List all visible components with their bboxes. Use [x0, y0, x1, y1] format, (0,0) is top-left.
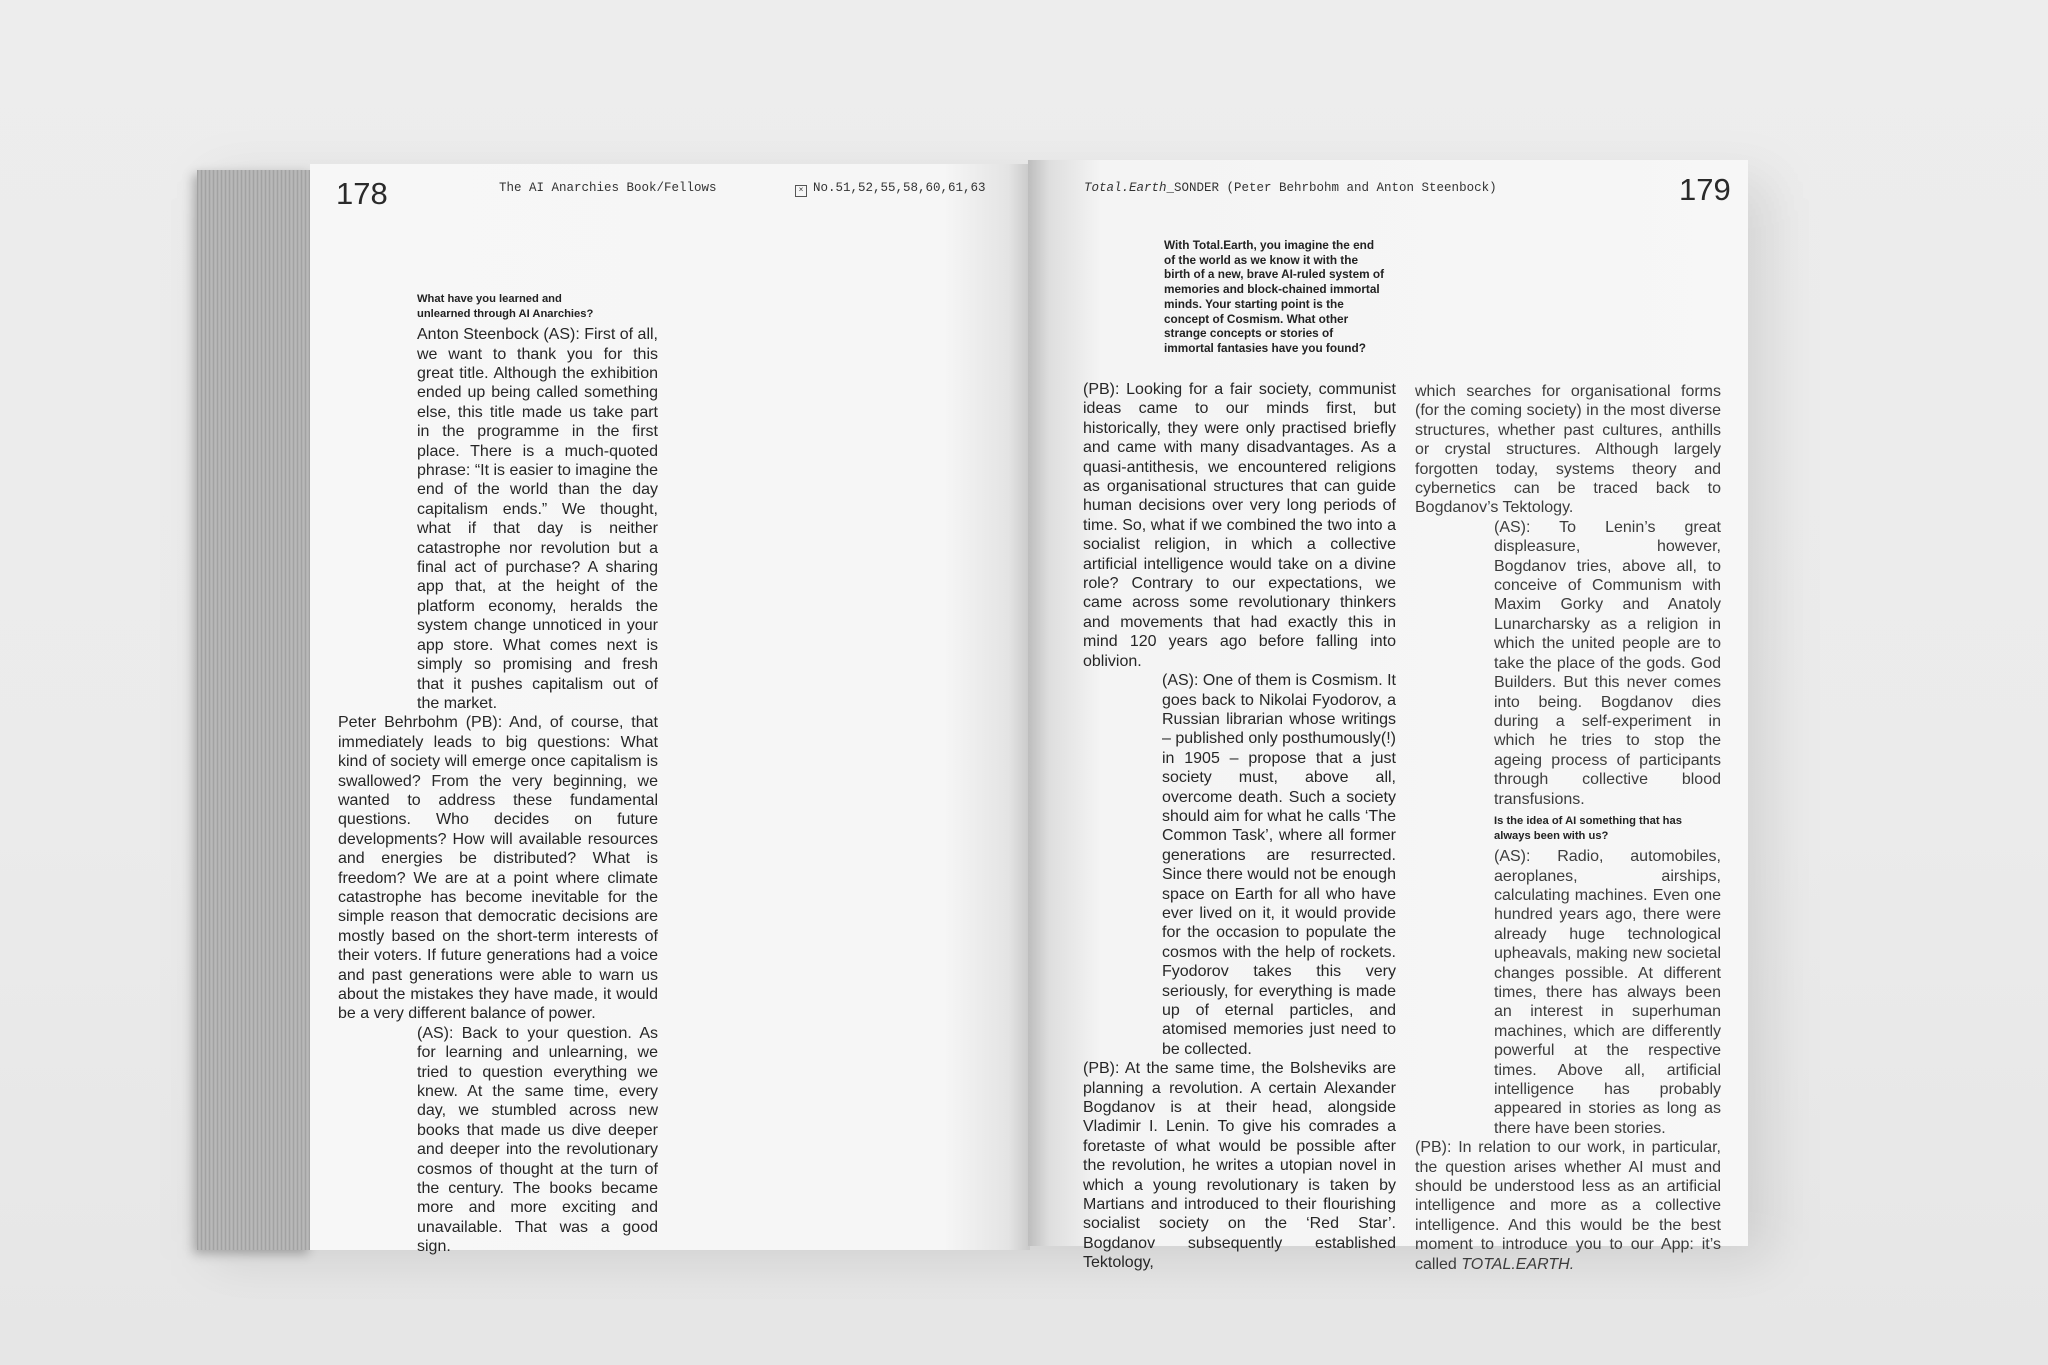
right-page — [1028, 160, 1748, 1273]
paragraph: which searches for organisational forms (for the coming society) in the most diverse structures, whether past cultures, anthills or crystal structures. Although largely forgotten today, systems theory and cybernetics can be traced back to Bogdanov’s Tektology. — [1415, 383, 1721, 517]
paragraph: (PB): At the same time, the Bolsheviks are planning a revolution. A certain Alexander Bogdanov is at their head, alongside Vladimir I. Lenin. To give his comrades a foretaste of what would be possible after the revolution, he writes a utopian novel in which a young revolutionary is taken by Martians and introduced to their flourishing socialist society on the ‘Red Star’. Bogdanov subsequently established Tektology, — [1083, 1060, 1396, 1272]
paragraph: Peter Behrbohm (PB): And, of course, that immediately leads to big questions: What kind of society will emerge once capitalism is swallowed? From the very beginning, we wanted to address these fundamental questions. Who decides on future developments? How will available resources and energies be distributed? What is freedom? We are at a point where climate catastrophe has become inevitable for the simple reason that democratic decisions are mostly based on the short-term interests of their voters. If future generations had a voice and past generations were able to warn us about the mistakes they have made, it would be a very different balance of power. — [338, 714, 658, 1023]
left-column — [338, 292, 658, 1257]
paragraph: Anton Steenbock (AS): First of all, we want to thank you for this great title. Although the exhibition ended up being called something else, this title made us take part in the programme in the first place. There is a much-quoted phrase: “It is easier to imagine the end of the world than the day capitalism ends.” We thought, what if that day is neither catastrophe nor revolution but a final act of purchase? A sharing app that, at the height of the platform economy, heralds the system change unnoticed in your app store. What comes next is simply so promising and fresh that it pushes capitalism out of the market. — [417, 326, 659, 712]
running-head — [1084, 181, 1497, 195]
right-column-2 — [1415, 382, 1721, 1274]
paragraph: (AS): One of them is Cosmism. It goes back to Nikolai Fyodorov, a Russian librarian whose writings – published only posthumously(!) in 1905 – propose that a just society must, above all, overcome death. Such a society should aim for what he calls ‘The Common Task’, where all former generations are resurrected. Since there would not be enough space on Earth for all who have ever lived on it, it would provide for the occasion to populate the cosmos with the help of rockets. Fyodorov takes this very seriously, for everything is made up of eternal particles, and atomised memories just need to be collected. — [1162, 672, 1396, 1058]
running-head-rest: _SONDER (Peter Behrbohm and Anton Steenbock) — [1166, 181, 1497, 195]
left-page — [310, 164, 1030, 1256]
box-x-icon: × — [795, 185, 807, 197]
intro-question: With Total.Earth, you imagine the end of the world as we know it with the birth of a new, brave AI-ruled system of memories and block-chained immortal minds. Your starting point is the concept of Cosmism. What other strange concepts or stories of immortal fantasies have you found? — [1164, 238, 1385, 355]
cross-reference — [795, 181, 986, 196]
paragraph-text: (PB): In relation to our work, in particular, the question arises whether AI must and should be understood less as an artificial intelligence and more as a collective intelligence. And this would be the best moment to introduce you to our App: it’s called — [1415, 1139, 1721, 1273]
cross-reference-numbers: No.51,52,55,58,60,61,63 — [813, 181, 986, 195]
running-head: The AI Anarchies Book/Fellows — [499, 181, 717, 195]
page-number: 179 — [1679, 172, 1731, 207]
right-column-1 — [1083, 380, 1396, 1273]
question-heading: Is the idea of AI something that has always been with us? — [1494, 814, 1682, 842]
question-heading: What have you learned and unlearned through AI Anarchies? — [417, 293, 594, 320]
page-number: 178 — [336, 176, 388, 211]
paragraph: (AS): Back to your question. As for learning and unlearning, we tried to question everything we knew. At the same time, every day, we stumbled across new books that made us dive deeper and deeper into the revolutionary cosmos of thought at the turn of the century. The books became more and more exciting and unavailable. That was a good sign. — [417, 1024, 658, 1256]
app-name: TOTAL.EARTH. — [1461, 1255, 1575, 1273]
paragraph: (AS): To Lenin’s great displeasure, however, Bogdanov tries, above all, to conceive of Communism with Maxim Gorky and Anatoly Lunarcharsky as a religion in which the united people are to take the place of the gods. God Builders. But this never comes into being. Bogdanov dies during a self-experiment in which he tries to stop the ageing process of participants through collective blood transfusions. — [1494, 518, 1721, 808]
paragraph: (PB): Looking for a fair society, communist ideas came to our minds first, but historically, they were only practised briefly and came with many disadvantages. As a quasi-antithesis, we encountered religions as organisational structures that can guide human decisions over very long periods of time. So, what if we combined the two into a socialist religion, in which a collective artificial intelligence would take on a divine role? Contrary to our expectations, we came across some revolutionary thinkers and movements that had exactly this in mind 120 years ago before falling into oblivion. — [1083, 381, 1396, 670]
page-edges — [197, 170, 312, 1250]
running-head-title: Total.Earth — [1084, 181, 1167, 195]
paragraph — [1415, 1138, 1721, 1274]
paragraph: (AS): Radio, automobiles, aeroplanes, airships, calculating machines. Even one hundred years ago, there were already huge technological upheavals, making new societal changes possible. At different times, there has always been an interest in superhuman machines, which are differently powerful at the respective times. Above all, artificial intelligence has probably appeared in stories as long as there have been stories. — [1494, 848, 1721, 1137]
